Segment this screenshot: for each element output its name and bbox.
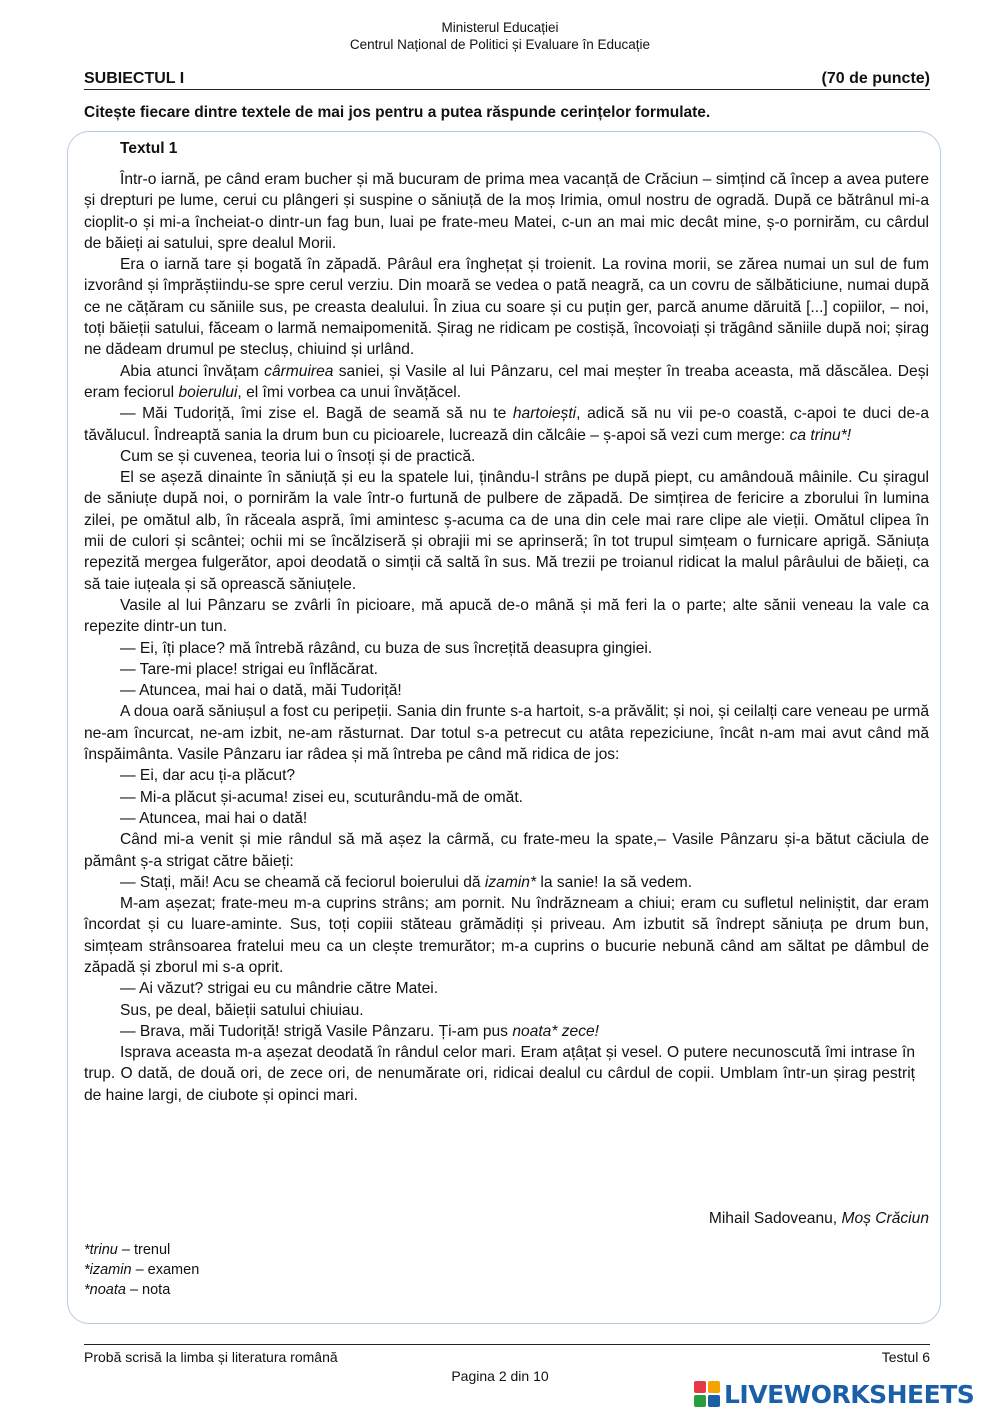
text-paragraph	[84, 361, 929, 404]
subject-title: SUBIECTUL I	[84, 70, 185, 87]
header-divider	[84, 89, 930, 90]
text-paragraph	[84, 595, 929, 638]
glossary-notes	[84, 1241, 199, 1300]
text-paragraph	[84, 808, 929, 829]
text-run: A doua oară săniușul a fost cu peripeții. Sania din frunte s-a hartoit, s-a prăvălit; și noi, și ceilalți care veneau pe urmă ne-am încurcat, ne-am izbit, ne-am răsturnat. Dar totul s-a petrecut cu atâta repeziciune, încât n-am mai avut când mă înspăimânta. Vasile Pânzaru iar râdea și mă întreba pe când mă ridica de jos:	[84, 703, 929, 764]
author-name: Mihail Sadoveanu,	[708, 1210, 842, 1227]
text-title: Textul 1	[120, 140, 178, 157]
text-run: , adică să nu vii pe-o coastă, c-apoi te duci de-a tăvălucul. Îndreaptă sania la drum bun cu picioarele, lucrează din călcâie – ș-apoi să vezi cum merge:	[84, 405, 929, 444]
text-run: — Mi-a plăcut și-acuma! zisei eu, scuturându-mă de omăt.	[120, 788, 524, 806]
text-run: — Atuncea, mai hai o dată!	[120, 809, 308, 827]
text-paragraph	[84, 169, 929, 254]
text-paragraph	[84, 1042, 929, 1106]
text-run: Sus, pe deal, băieții satului chiuiau.	[120, 1001, 364, 1019]
liveworksheets-logo[interactable]	[694, 1378, 974, 1410]
text-run: M-am așezat; frate-meu m-a cuprins strâns; am pornit. Nu îndrăzneam a chiui; eram cu sufletul neliniștit, dar eram încordat și cu luare-aminte. Sus, toți copiii stăteau grămădiți și priveau. Am izbutit să îndrept săniuța pe drum bun, simțeam strânsoarea fratelui meu ca un clește tremurător; m-a cuprins o bucurie nebună când am săltat pe dâmbul de zăpadă și zborul mi s-a oprit.	[84, 895, 929, 976]
logo-square	[694, 1381, 706, 1393]
text-run: Isprava aceasta m-a așezat deodată în rândul celor mari. Eram ațâțat și vesel. O putere necunoscută îmi intrase în trup. O dată, de două ori, de zece ori, de nenumărate ori, ridicai dealul cu cârdul de copii. Umblam într-un șirag pestriț de haine largi, de ciubote și opinci mari.	[84, 1044, 915, 1104]
text-paragraph	[84, 701, 929, 765]
text-run: Într-o iarnă, pe când eram bucher și mă bucuram de prima mea vacanță de Crăciun – simțind că încep a avea putere și drepturi pe lume, cerui cu plângeri și suspine o săniuță de la moș Irimia, omul nostru de ogradă. După ce bătrânul mi-a cioplit-o și mi-a încheiat-o dintr-un fag bun, luai pe frate-meu Matei, c-un an mai mic decât mine, ș-o pornirăm, cu cârdul de băieți ai satului, spre dealul Morii.	[84, 171, 929, 252]
text-paragraph	[84, 403, 929, 446]
italic-term: hartoiești	[512, 405, 577, 423]
subject-points: (70 de puncte)	[821, 70, 930, 87]
text-paragraph	[84, 638, 929, 659]
text-run: saniei, și Vasile al lui Pânzaru, cel mai meșter în treaba aceasta, mă dăscălea. Deși eram feciorul	[84, 362, 929, 401]
footer-exam-name: Probă scrisă la limba și literatura română	[84, 1349, 338, 1365]
text-run: — Măi Tudoriță, îmi zise el. Bagă de seamă să nu te	[120, 405, 513, 423]
text-paragraph	[84, 787, 929, 808]
note-definition: – examen	[131, 1261, 200, 1278]
text-run: — Tare-mi place! strigai eu înflăcărat.	[120, 660, 378, 678]
footer-test-number: Testul 6	[881, 1349, 930, 1365]
text-run: Cum se și cuvenea, teoria lui o însoți și de practică.	[120, 447, 476, 465]
work-title: Moș Crăciun	[841, 1210, 929, 1227]
text-paragraph	[84, 680, 929, 701]
center-name: Centrul Național de Politici și Evaluare în Educație	[349, 37, 651, 52]
text-run: la sanie! Ia să vedem.	[536, 873, 693, 891]
note-term: *trinu	[84, 1242, 118, 1258]
text-paragraph	[84, 893, 929, 978]
text-paragraph	[84, 978, 929, 999]
footer-divider	[84, 1344, 930, 1345]
text-run: — Ei, dar acu ți-a plăcut?	[120, 767, 296, 785]
logo-square	[694, 1395, 706, 1407]
note-item	[84, 1281, 199, 1301]
logo-text: LIVEWORKSHEETS	[724, 1379, 975, 1409]
page-number: Pagina 2 din 10	[451, 1368, 549, 1384]
instruction: Citește fiecare dintre textele de mai jos pentru a putea răspunde cerințelor formulate.	[84, 104, 711, 121]
italic-term: boierului	[178, 383, 238, 401]
text-paragraph	[84, 872, 929, 893]
text-paragraph	[84, 1000, 929, 1021]
note-term: *izamin	[84, 1261, 132, 1278]
text-run: — Ei, îți place? mă întrebă râzând, cu buza de sus încrețită deasupra gingiei.	[120, 639, 653, 657]
logo-mark-icon	[694, 1381, 720, 1407]
note-item	[84, 1261, 199, 1281]
text-paragraph	[84, 659, 929, 680]
text-paragraph	[84, 254, 929, 360]
text-paragraph	[84, 829, 929, 872]
text-paragraph	[84, 1021, 929, 1042]
note-definition: – nota	[125, 1281, 171, 1298]
italic-term: izamin*	[484, 873, 537, 891]
logo-square	[708, 1381, 720, 1393]
text-run: El se așeză dinainte în săniuță și eu la spatele lui, ținându-l strâns pe după piept, cu amândouă mâinile. Cu șiragul de săniuțe după noi, o pornirăm la vale într-o furtună de pulbere de zăpadă. De simțirea de fericire a zborului în lumina zilei, pe omătul alb, în răceala aspră, îmi amintesc ș-acuma ca de una din cele mai rare clipe ale vieții. Omătul clipea în mii de culori și scântei; ochii mi se încălziseră și obrajii mi se aprinseră; în tot trupul simțeam o furnicare aprigă. Săniuța repezită mergea fulgerător, apoi deodată o simții că saltă în sus. Mă trezii pe troianul ridicat la malul pârâului de băieți, ca să taie iuțeala și să oprească săniuțele.	[84, 469, 929, 593]
text-run: Vasile al lui Pânzaru se zvârli în picioare, mă apucă de-o mână și mă feri la o parte; alte sănii veneau la vale ca repezite dintr-un tun.	[84, 596, 929, 636]
text-run: , el îmi vorbea ca unui învățăcel.	[237, 383, 462, 401]
text-body	[84, 169, 929, 1106]
text-run: Abia atunci învățam	[120, 362, 265, 380]
italic-term: cârmuirea	[264, 362, 334, 380]
subject-heading	[84, 70, 930, 88]
text-run: Era o iarnă tare și bogată în zăpadă. Pârâul era înghețat și troienit. La rovina morii, se zărea numai un sul de fum izvorând și împrăștiindu-se spre cerul verziu. Din moară se vedea o pată neagră, ca un covru de sălbăticiune, numai după ce ne cățăram cu săniile sus, pe creasta dealului. În ziua cu soare și cu puțin ger, parcă anume dăruită [...] copiilor, – noi, toți băieții satului, făceam o larmă nemaipomenită. Șirag ne ridicam pe costișă, încovoiați și trăgând săniile după noi; șirag ne dădeam drumul pe stecluș, chiuind și urlând.	[84, 256, 929, 359]
author-attribution	[709, 1210, 929, 1228]
note-item	[84, 1241, 199, 1261]
text-run: — Stați, măi! Acu se cheamă că feciorul boierului dă	[120, 873, 485, 891]
text-paragraph	[84, 765, 929, 786]
italic-term: ca trinu*!	[789, 426, 852, 444]
ministry-name: Ministerul Educației	[441, 20, 559, 35]
text-run: — Brava, măi Tudoriță! strigă Vasile Pânzaru. Ți-am pus	[120, 1022, 513, 1040]
logo-square	[708, 1395, 720, 1407]
text-paragraph	[84, 467, 929, 595]
note-term: *noata	[84, 1281, 126, 1298]
text-run: — Ai văzut? strigai eu cu mândrie către Matei.	[120, 980, 439, 998]
text-run: — Atuncea, mai hai o dată, măi Tudoriță!	[120, 682, 402, 700]
italic-term: noata* zece!	[512, 1022, 600, 1040]
text-run: Când mi-a venit și mie rândul să mă așez la cârmă, cu frate-meu la spate,– Vasile Pânzaru și-a bătut căciula de pământ ș-a strigat către băieți:	[84, 831, 929, 870]
note-definition: – trenul	[117, 1242, 171, 1258]
text-paragraph	[84, 446, 929, 467]
